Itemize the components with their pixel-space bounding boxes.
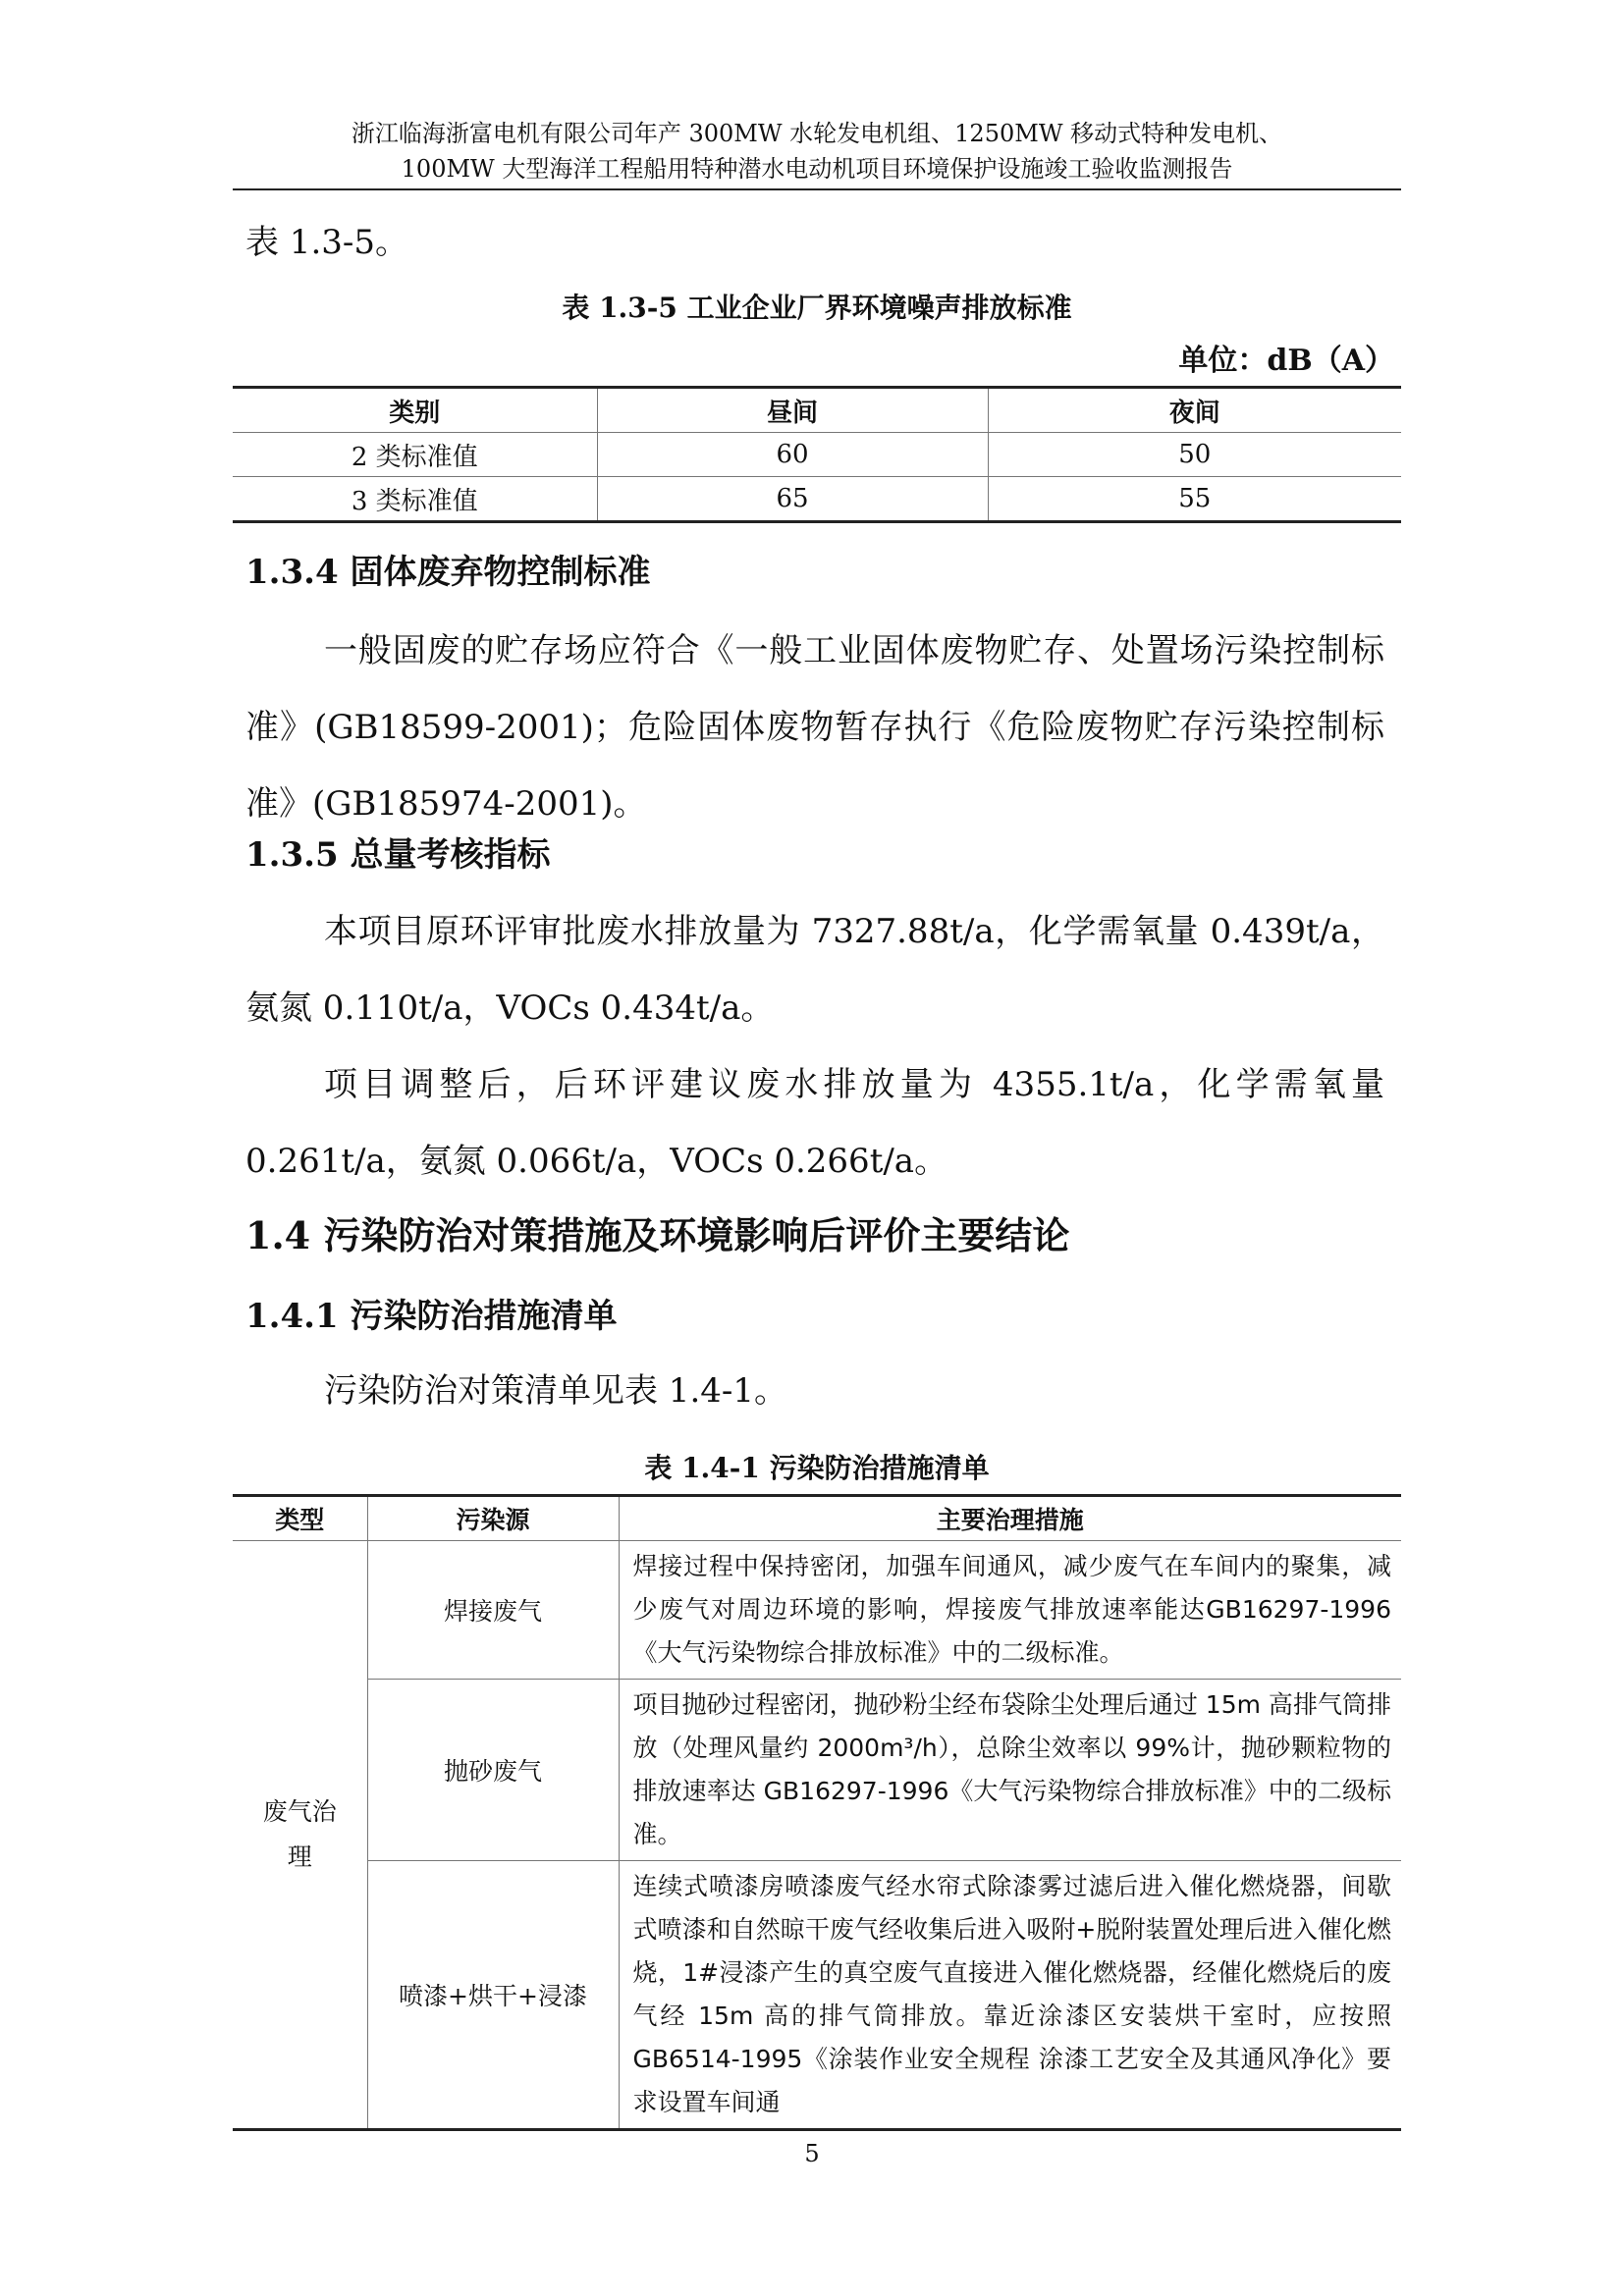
- paragraph-total-original: 本项目原环评审批废水排放量为 7327.88t/a，化学需氧量 0.439t/a，氨氮 0.110t/a，VOCs 0.434t/a。: [245, 912, 1384, 1028]
- table-cell: 65: [597, 477, 988, 522]
- table-cell: 55: [988, 477, 1401, 522]
- paragraph-solid-waste: 一般固废的贮存场应符合《一般工业固体废物贮存、处置场污染控制标准》(GB18599-2001)；危险固体废物暂存执行《危险废物贮存污染控制标准》(GB185974-2001)。: [245, 631, 1384, 824]
- table-cell: 3 类标准值: [233, 477, 597, 522]
- type-label: 废气治理: [262, 1797, 337, 1871]
- page-header: [233, 116, 1401, 190]
- table-header-row: [233, 1496, 1401, 1541]
- source-cell: 焊接废气: [367, 1541, 619, 1680]
- table-2-caption: 表 1.4-1 污染防治措施清单: [644, 1452, 990, 1484]
- source-cell: 抛砂废气: [367, 1680, 619, 1861]
- table-cell: 2 类标准值: [233, 433, 597, 477]
- pollution-measures-table: [233, 1494, 1401, 2131]
- lead-text: 表 1.3-5。: [245, 223, 408, 262]
- section-heading-1-3-4: 1.3.4 固体废弃物控制标准: [245, 553, 651, 592]
- header-line-2: 100MW 大型海洋工程船用特种潜水电动机项目环境保护设施竣工验收监测报告: [401, 155, 1233, 183]
- noise-standard-table: [233, 386, 1401, 523]
- table-row: [233, 1541, 1401, 1680]
- table-header-row: [233, 388, 1401, 433]
- header-line-1: 浙江临海浙富电机有限公司年产 300MW 水轮发电机组、1250MW 移动式特种发电机、: [351, 120, 1283, 147]
- section-heading-1-3-5: 1.3.5 总量考核指标: [245, 835, 551, 875]
- column-header: 主要治理措施: [619, 1496, 1401, 1541]
- measure-cell: 焊接过程中保持密闭，加强车间通风，减少废气在车间内的聚集，减少废气对周边环境的影响，焊接废气排放速率能达GB16297-1996《大气污染物综合排放标准》中的二级标准。: [619, 1541, 1401, 1680]
- measure-cell: 项目抛砂过程密闭，抛砂粉尘经布袋除尘处理后通过 15m 高排气筒排放（处理风量约 2000m³/h），总除尘效率以 99%计，抛砂颗粒物的排放速率达 GB16297-1996《大气污染物综合排放标准》中的二级标准。: [619, 1680, 1401, 1861]
- column-header: 昼间: [597, 388, 988, 433]
- paragraph-total-adjusted: 项目调整后，后环评建议废水排放量为 4355.1t/a，化学需氧量 0.261t/a，氨氮 0.066t/a，VOCs 0.266t/a。: [245, 1065, 1384, 1181]
- table-1-unit: 单位：dB（A）: [1178, 344, 1394, 378]
- measure-cell: 连续式喷漆房喷漆废气经水帘式除漆雾过滤后进入催化燃烧器，间歇式喷漆和自然晾干废气经收集后进入吸附+脱附装置处理后进入催化燃烧，1#浸漆产生的真空废气直接进入催化燃烧器，经催化燃烧后的废气经 15m 高的排气筒排放。靠近涂漆区安装烘干室时，应按照 GB6514-1995《涂装作业安全规程 涂漆工艺安全及其通风净化》要求设置车间通: [619, 1861, 1401, 2130]
- section-heading-1-4-1: 1.4.1 污染防治措施清单: [245, 1297, 618, 1336]
- page-number: 5: [804, 2140, 820, 2167]
- table-row: [233, 433, 1401, 477]
- table-row: [233, 1861, 1401, 2130]
- column-header: 类型: [233, 1496, 367, 1541]
- section-heading-1-4: 1.4 污染防治对策措施及环境影响后评价主要结论: [245, 1213, 1070, 1257]
- source-cell: 喷漆+烘干+浸漆: [367, 1861, 619, 2130]
- column-header: 夜间: [988, 388, 1401, 433]
- table-row: [233, 477, 1401, 522]
- column-header: 类别: [233, 388, 597, 433]
- table-1-caption: 表 1.3-5 工业企业厂界环境噪声排放标准: [562, 292, 1072, 324]
- type-cell: [233, 1541, 367, 2130]
- table-cell: 60: [597, 433, 988, 477]
- table-row: [233, 1680, 1401, 1861]
- table-cell: 50: [988, 433, 1401, 477]
- column-header: 污染源: [367, 1496, 619, 1541]
- paragraph-measures-intro: 污染防治对策清单见表 1.4-1。: [324, 1371, 787, 1411]
